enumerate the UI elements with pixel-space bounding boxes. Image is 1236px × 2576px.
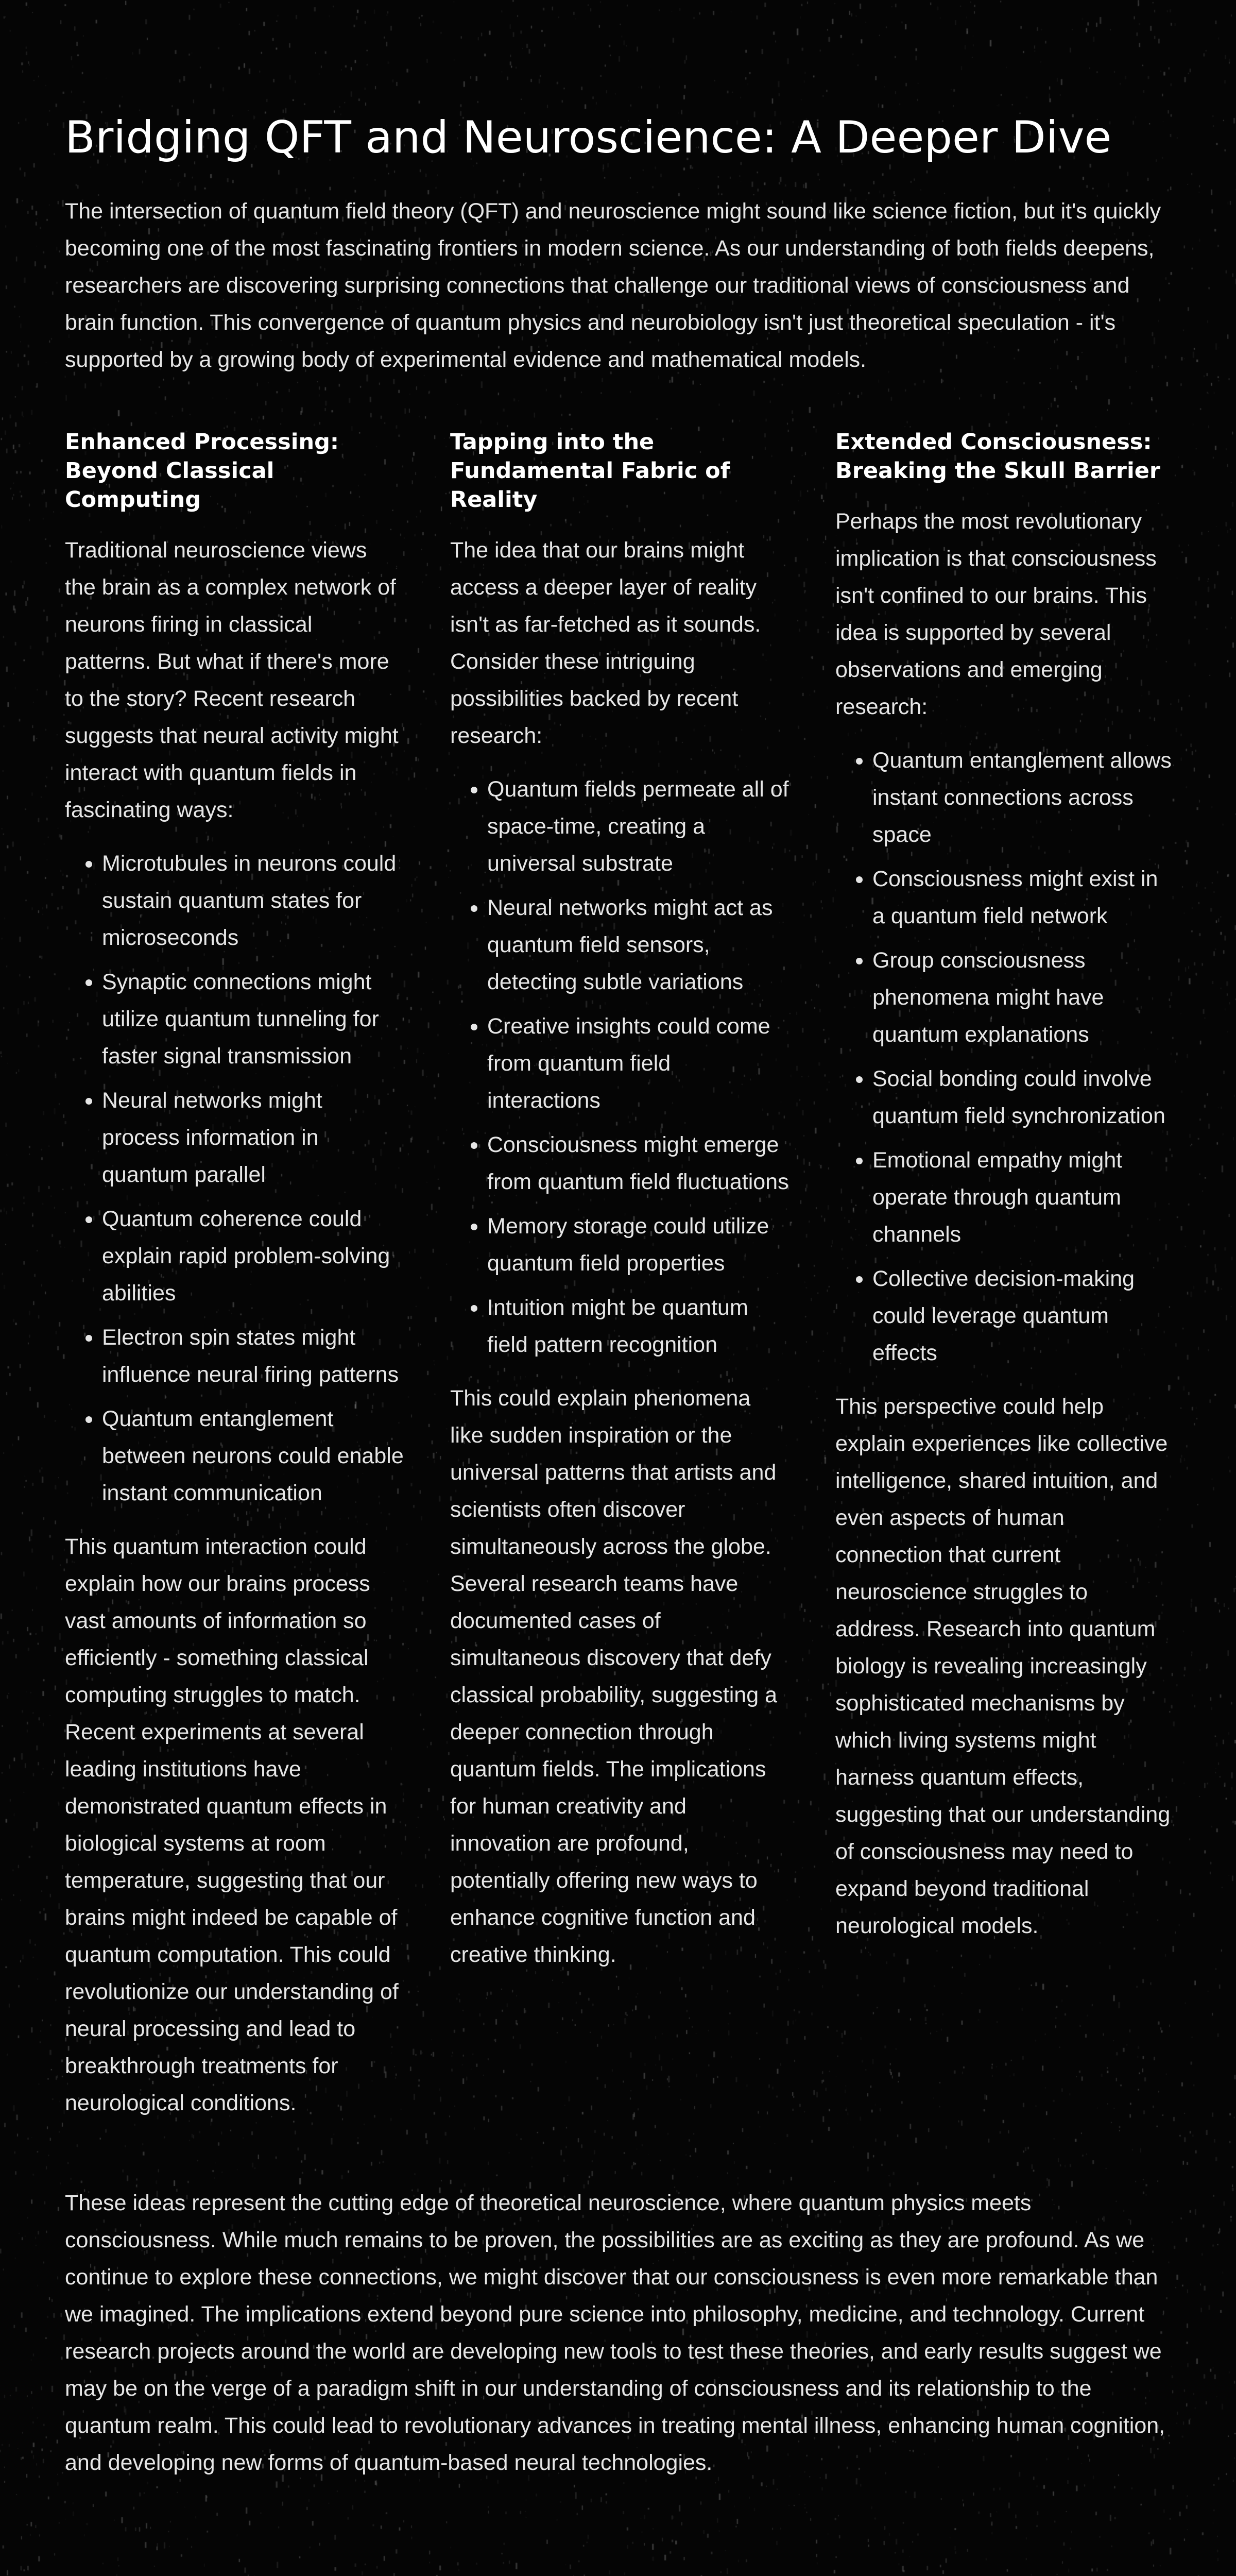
column-heading: Enhanced Processing: Beyond Classical Computing	[65, 429, 339, 513]
list-item: • Collective decision-making could leverage quantum effects	[872, 1260, 1174, 1371]
list-item: • Consciousness might exist in a quantum field network	[872, 860, 1174, 935]
column-extended-consciousness	[835, 428, 1174, 2138]
outro-paragraph: These ideas represent the cutting edge of theoretical neuroscience, where quantum physics meets consciousness. While much remains to be proven, the possibilities are as exciting as they are profound. As we continue to explore these connections, we might discover that our consciousness is even more remarkable than we imagined. The implications extend beyond pure science into philosophy, medicine, and technology. Current research projects around the world are developing new tools to test these theories, and early results suggest we may be on the verge of a paradigm shift in our understanding of consciousness and its relationship to the quantum realm. This could lead to revolutionary advances in treating mental illness, enhancing human cognition, and developing new forms of quantum-based neural technologies.	[65, 2191, 1165, 2475]
list-item: • Consciousness might emerge from quantum field fluctuations	[487, 1126, 789, 1200]
column-lead: Perhaps the most revolutionary implication is that consciousness isn't confined to our brains. This idea is supported by several observations and emerging research:	[835, 509, 1157, 719]
list-item: • Quantum entanglement allows instant connections across space	[872, 742, 1174, 853]
list-item: • Creative insights could come from quantum field interactions	[487, 1008, 789, 1119]
list-item: • Intuition might be quantum field pattern recognition	[487, 1289, 789, 1363]
columns-section	[65, 428, 1171, 2138]
bullet-list	[65, 845, 404, 1512]
column-heading: Tapping into the Fundamental Fabric of Reality	[450, 429, 730, 513]
list-item: • Emotional empathy might operate through quantum channels	[872, 1142, 1174, 1253]
column-fundamental-fabric	[450, 428, 789, 2138]
list-item: • Quantum entanglement between neurons could enable instant communication	[102, 1400, 404, 1512]
column-heading: Extended Consciousness: Breaking the Skull Barrier	[835, 429, 1161, 484]
list-item: • Neural networks might process information in quantum parallel	[102, 1082, 404, 1193]
intro-paragraph: The intersection of quantum field theory (QFT) and neuroscience might sound like science fiction, but it's quickly becoming one of the most fascinating frontiers in modern science. As our understanding of both fields deepens, researchers are discovering surprising connections that challenge our traditional views of consciousness and brain function. This convergence of quantum physics and neurobiology isn't just theoretical speculation - it's supported by a growing body of experimental evidence and mathematical models.	[65, 199, 1161, 372]
list-item: • Quantum coherence could explain rapid problem-solving abilities	[102, 1200, 404, 1312]
list-item: • Group consciousness phenomena might have quantum explanations	[872, 942, 1174, 1053]
list-item: • Microtubules in neurons could sustain quantum states for microseconds	[102, 845, 404, 956]
bullet-list	[835, 742, 1174, 1371]
list-item: • Electron spin states might influence neural firing patterns	[102, 1319, 404, 1393]
column-closing: This could explain phenomena like sudden inspiration or the universal patterns that artists and scientists often discover simultaneously across the globe. Several research teams have documented cases of simultaneous discovery that defy classical probability, suggesting a deeper connection through quantum fields. The implications for human creativity and innovation are profound, potentially offering new ways to enhance cognitive function and creative thinking.	[450, 1386, 777, 1967]
column-closing: This perspective could help explain experiences like collective intelligence, shared intuition, and even aspects of human connection that current neuroscience struggles to address. Research into quantum biology is revealing increasingly sophisticated mechanisms by which living systems might harness quantum effects, suggesting that our understanding of consciousness may need to expand beyond traditional neurological models.	[835, 1394, 1171, 1938]
bullet-list	[450, 771, 789, 1363]
list-item: • Memory storage could utilize quantum field properties	[487, 1208, 789, 1282]
column-closing: This quantum interaction could explain how our brains process vast amounts of information so efficiently - something classical computing struggles to match. Recent experiments at several leading institutions have demonstrated quantum effects in biological systems at room temperature, suggesting that our brains might indeed be capable of quantum computation. This could revolutionize our understanding of neural processing and lead to breakthrough treatments for neurological conditions.	[65, 1534, 399, 2115]
column-lead: Traditional neuroscience views the brain as a complex network of neurons firing in classical patterns. But what if there's more to the story? Recent research suggests that neural activity might interact with quantum fields in fascinating ways:	[65, 538, 399, 822]
column-lead: The idea that our brains might access a deeper layer of reality isn't as far-fetched as it sounds. Consider these intriguing possibilities backed by recent research:	[450, 538, 761, 748]
list-item: • Neural networks might act as quantum field sensors, detecting subtle variations	[487, 889, 789, 1001]
list-item: • Social bonding could involve quantum field synchronization	[872, 1060, 1174, 1134]
list-item: • Synaptic connections might utilize quantum tunneling for faster signal transmission	[102, 963, 404, 1075]
list-item: • Quantum fields permeate all of space-time, creating a universal substrate	[487, 771, 789, 882]
page-title: Bridging QFT and Neuroscience: A Deeper Dive	[65, 112, 1112, 163]
column-enhanced-processing	[65, 428, 404, 2138]
